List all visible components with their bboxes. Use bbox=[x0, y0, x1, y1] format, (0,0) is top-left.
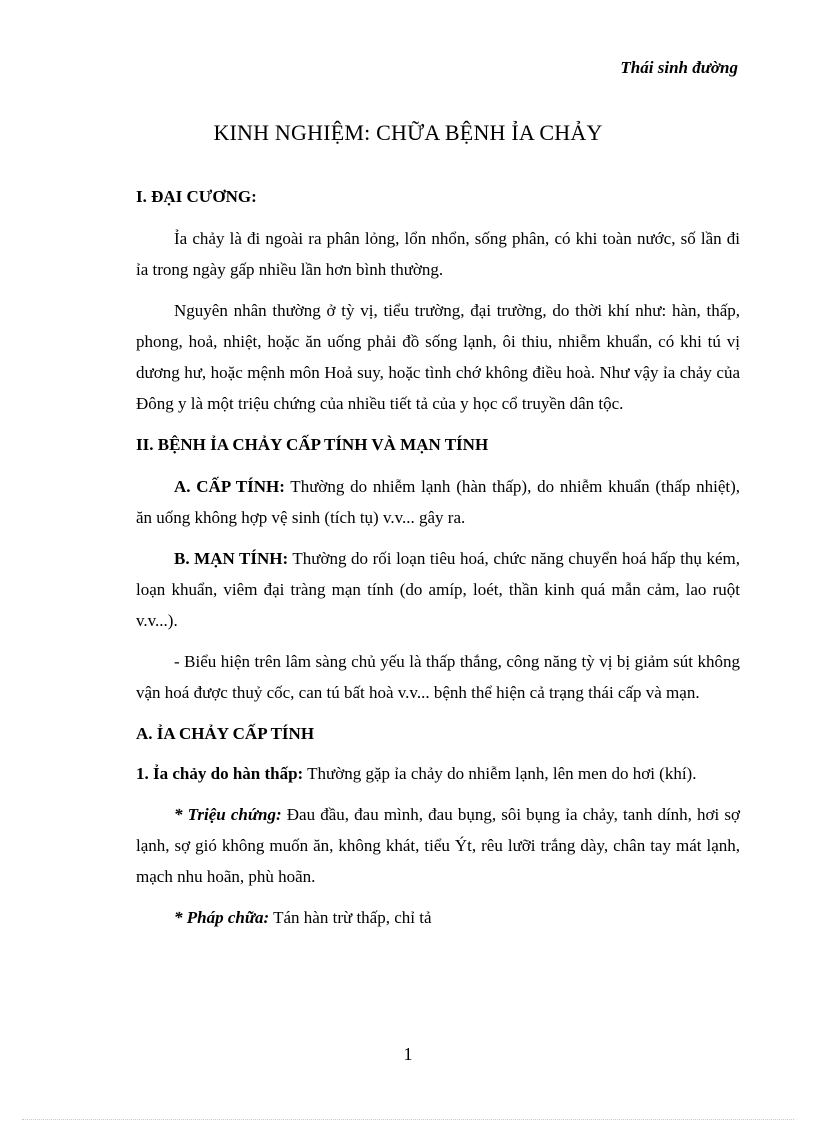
paragraph-causes: Nguyên nhân thường ở tỳ vị, tiểu trường, đại trường, do thời khí như: hàn, thấp, phong, hoả, nhiệt, hoặc ăn uống phải đồ sống lạnh, ôi thiu, nhiễm khuẩn, có khi tú vị dương hư, hoặc mệnh môn Hoả suy, hoặc tình chớ không điều hoà. Như vậy ỉa chảy của Đông y là một triệu chứng của nhiều tiết tả của y học cổ truyền dân tộc. bbox=[136, 301, 740, 413]
paragraph-acute bbox=[136, 471, 740, 533]
symptoms-label: * Triệu chứng: bbox=[174, 805, 282, 824]
paragraph-symptoms bbox=[136, 799, 740, 892]
page-bottom-divider bbox=[22, 1119, 794, 1120]
paragraph-cold-damp bbox=[136, 758, 740, 789]
cold-damp-label: 1. Ỉa chảy do hàn thấp: bbox=[136, 764, 304, 783]
section-heading-general: I. ĐẠI CƯƠNG: bbox=[136, 187, 257, 206]
section-heading-acute-chronic: II. BỆNH ỈA CHẢY CẤP TÍNH VÀ MẠN TÍNH bbox=[136, 435, 489, 454]
chronic-label: B. MẠN TÍNH: bbox=[174, 549, 289, 568]
document-body bbox=[136, 183, 740, 933]
treatment-text: Tán hàn trừ thấp, chỉ tả bbox=[269, 908, 432, 927]
paragraph-definition: Ỉa chảy là đi ngoài ra phân lỏng, lổn nhổn, sống phân, có khi toàn nước, số lần đi ỉa trong ngày gấp nhiều lần hơn bình thường. bbox=[136, 229, 740, 279]
paragraph-chronic bbox=[136, 543, 740, 636]
page-number: 1 bbox=[403, 1044, 413, 1064]
acute-label: A. CẤP TÍNH: bbox=[174, 477, 285, 496]
running-header: Thái sinh đường bbox=[620, 58, 738, 77]
cold-damp-text: Thường gặp ỉa chảy do nhiễm lạnh, lên men do hơi (khí). bbox=[303, 764, 697, 783]
section-heading-acute-diarrhea: A. ỈA CHẢY CẤP TÍNH bbox=[136, 724, 315, 743]
paragraph-treatment bbox=[136, 902, 740, 933]
chronic-text: Thường do rối loạn tiêu hoá, chức năng chuyển hoá hấp thụ kém, loạn khuẩn, viêm đại tràng mạn tính (do amíp, loét, thần kinh quá mẫn cảm, lao ruột v.v...). bbox=[136, 549, 741, 630]
treatment-label: * Pháp chữa: bbox=[174, 908, 270, 927]
acute-text: Thường do nhiễm lạnh (hàn thấp), do nhiễm khuẩn (thấp nhiệt), ăn uống không hợp vệ sinh (tích tụ) v.v... gây ra. bbox=[136, 477, 740, 527]
document-title: KINH NGHIỆM: CHỮA BỆNH ỈA CHẢY bbox=[213, 120, 603, 145]
symptoms-text: Đau đầu, đau mình, đau bụng, sôi bụng ỉa chảy, tanh dính, hơi sợ lạnh, sợ gió không muốn ăn, không khát, tiểu Ýt, rêu lưỡi trắng dày, chân tay mát lạnh, mạch nhu hoãn, phù hoãn. bbox=[136, 805, 740, 886]
paragraph-clinical-note: - Biểu hiện trên lâm sàng chủ yếu là thấp thắng, công năng tỳ vị bị giảm sút không vận hoá được thuỷ cốc, can tú bất hoà v.v... bệnh thể hiện cả trạng thái cấp và mạn. bbox=[136, 652, 740, 702]
